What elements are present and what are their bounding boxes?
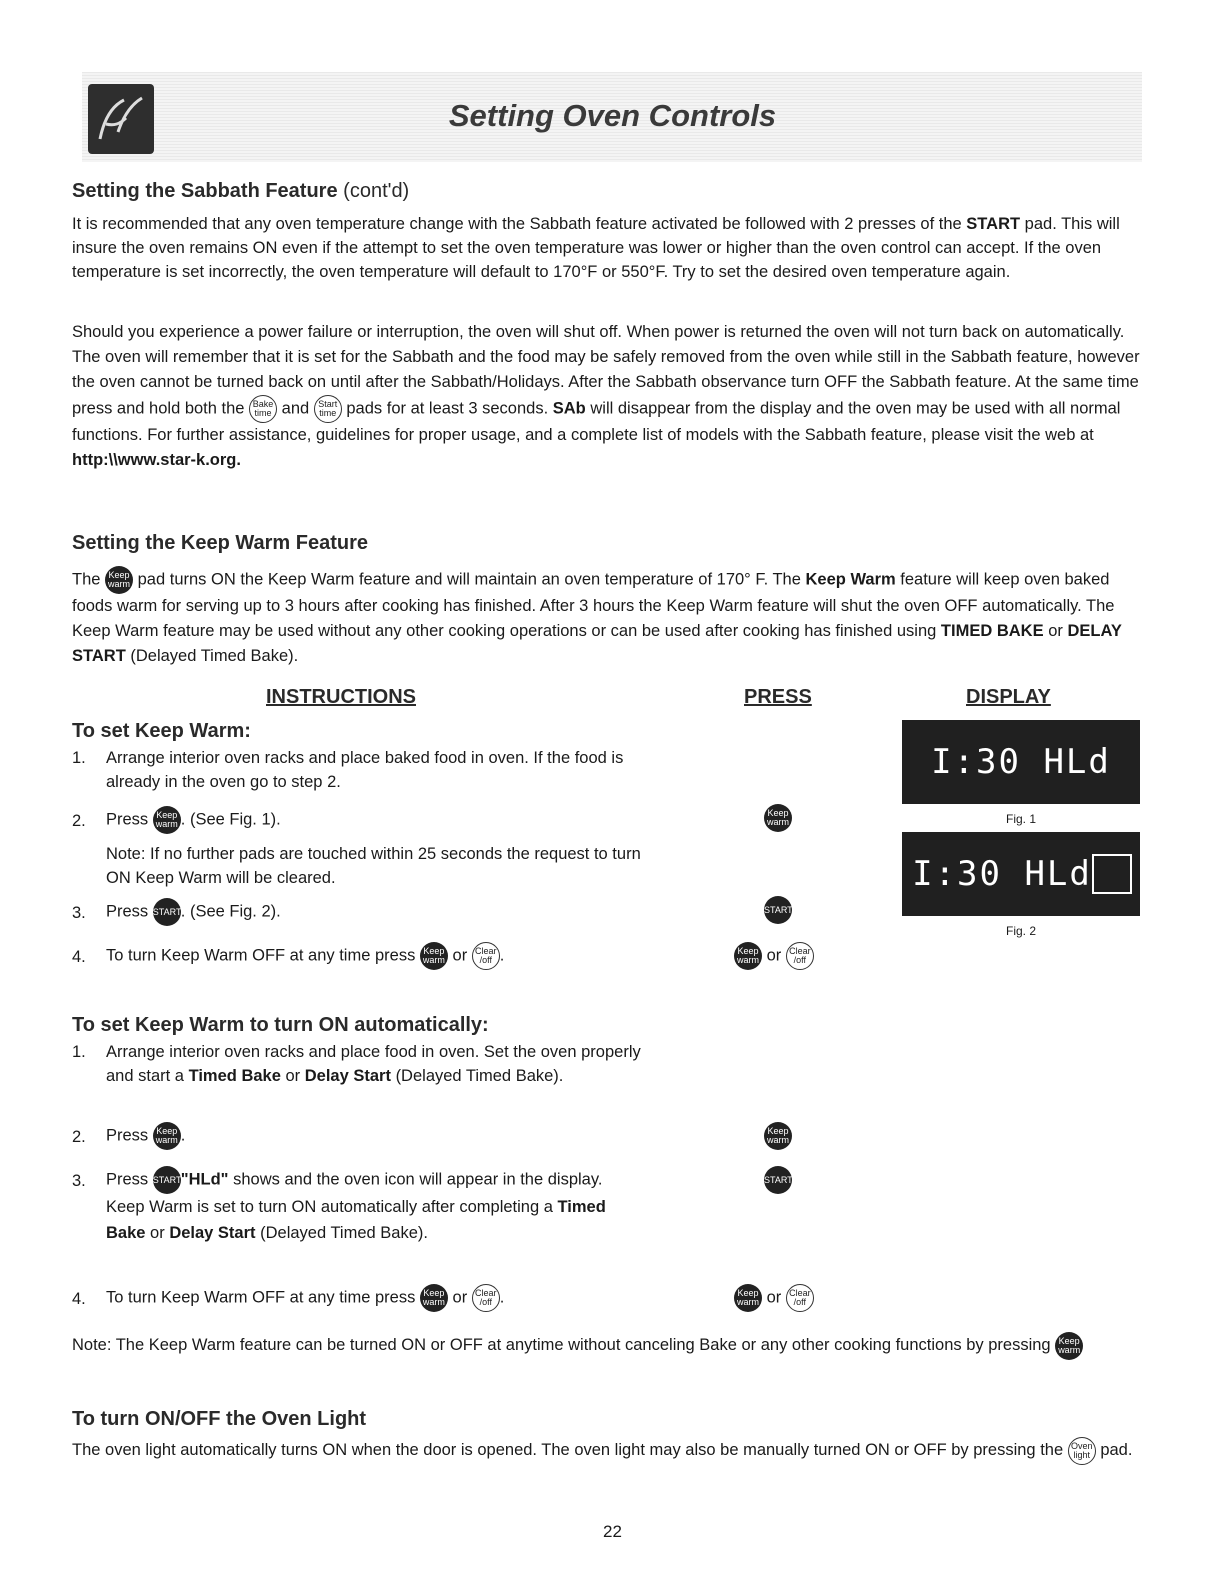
keep-warm-pad-icon: Keep warm [420,942,448,970]
oven-light-heading: To turn ON/OFF the Oven Light [72,1408,367,1430]
list-item: 4. To turn Keep Warm OFF at any time press Keep warm or Clear /off . [72,1284,672,1314]
keep-warm-pad-icon: Keep warm [420,1284,448,1312]
sabbath-heading: Setting the Sabbath Feature (cont'd) [72,180,410,202]
press-off-options: Keep warm or Clear /off [734,1284,814,1312]
start-pad-icon: START [764,1166,792,1194]
keep-warm-pad-icon[interactable]: Keep warm [734,1284,762,1312]
list-item: 2. Press Keep warm . [72,1122,672,1152]
oven-light-paragraph: The oven light automatically turns ON when the door is opened. The oven light may also be manually turned ON or OFF by pressing the Oven light pad. [72,1434,1152,1466]
keep-warm-pad-icon: Keep warm [153,806,181,834]
auto-keep-warm-heading: To set Keep Warm to turn ON automatically: [72,1014,489,1036]
page-number: 22 [603,1522,622,1541]
list-item: 1. Arrange interior oven racks and place food in oven. Set the oven properly and start a Timed Bake or Delay Start (Delayed Timed Bake). [72,1043,641,1085]
set-keep-warm-heading: To set Keep Warm: [72,720,251,742]
press-column-heading: PRESS [744,686,812,708]
fig-2-caption: Fig. 2 [1005,924,1036,938]
display-fig-2 [902,832,1140,916]
keep-warm-pad-icon: Keep warm [153,1122,181,1150]
keep-warm-pad-icon: Keep warm [764,1122,792,1150]
keep-warm-paragraph: The Keep warm pad turns ON the Keep Warm feature and will maintain an oven temperature of 170° F. The Keep Warm feature will keep oven baked foods warm for serving up to 3 hours after cooking has finished. After 3 hours the Keep Warm feature will shut the oven OFF automatically. The Keep Warm feature may be used without any other cooking operations or can be used after cooking has finished using TIMED BAKE or DELAY START (Delayed Timed Bake). [72,566,1152,669]
press-off-options: Keep warm or Clear /off [734,942,814,970]
start-pad-icon: START [764,896,792,924]
display-fig-1: I:30 HLd [902,720,1140,804]
press-keep-warm-button[interactable] [764,804,792,832]
keep-warm-pad-icon: Keep warm [1055,1332,1083,1360]
bake-time-pad-icon: Bake time [249,395,277,423]
display-column-heading: DISPLAY [966,686,1051,708]
list-item: 3. Press START . (See Fig. 2). [72,898,672,928]
keep-warm-pad-icon: Keep warm [764,804,792,832]
oven-icon [1092,854,1132,894]
start-pad-icon: START [153,1166,181,1194]
sabbath-paragraph-2: Should you experience a power failure or interruption, the oven will shut off. When power is returned the oven will not turn back on automatically. The oven will remember that it is set for the Sabbath and the food may be safely removed from the oven while still in the Sabbath feature, however the oven cannot be turned back on until after the Sabbath/Holidays. After the Sabbath observance turn OFF the Sabbath feature. At the same time press and hold both the Bake time and Start time pads for at least 3 seconds. SAb will disappear from the display and the oven may be used with all normal functions. For further assistance, guidelines for proper usage, and a complete list of models with the Sabbath feature, please visit the web at http:\\www.star-k.org. [72,323,1140,469]
clear-off-pad-icon: Clear /off [472,1284,500,1312]
fig-1-caption: Fig. 1 [1005,812,1036,826]
list-item: 4. To turn Keep Warm OFF at any time press Keep warm or Clear /off . [72,942,672,972]
set-keep-warm-note: Note: If no further pads are touched within 25 seconds the request to turn ON Keep Warm will be cleared. [106,845,641,887]
clear-off-pad-icon[interactable]: Clear /off [786,942,814,970]
keep-warm-pad-icon[interactable]: Keep warm [734,942,762,970]
star-k-link[interactable]: http:\\www.star-k.org. [72,451,241,469]
keep-warm-pad-icon: Keep warm [105,566,133,594]
keep-warm-heading: Setting the Keep Warm Feature [72,532,368,554]
clear-off-pad-icon[interactable]: Clear /off [786,1284,814,1312]
instructions-column-heading: INSTRUCTIONS [266,686,416,708]
press-start-button[interactable] [764,1166,792,1194]
list-item: 2. Press Keep warm . (See Fig. 1). [72,806,672,836]
page-title: Setting Oven Controls [448,98,777,133]
start-pad-icon: START [153,898,181,926]
sabbath-paragraph-1: It is recommended that any oven temperature change with the Sabbath feature activated be followed with 2 presses of the START pad. This will insure the oven remains ON even if the attempt to set the oven temperature was lower or higher than the oven control can accept. If the oven temperature is set incorrectly, the oven temperature will default to 170°F or 550°F. Try to set the desired oven temperature again. [72,215,1120,281]
press-start-button[interactable] [764,896,792,924]
list-item: 3. Press START "HLd" shows and the oven icon will appear in the display. Keep Warm is set to turn ON automatically after completing a Timed Bake or Delay Start (Delayed Timed Bake). [72,1166,672,1276]
keep-warm-note: Note: The Keep Warm feature can be turned ON or OFF at anytime without canceling Bake or any other cooking functions by pressing Keep warm [72,1330,1152,1360]
start-time-pad-icon: Start time [314,395,342,423]
display-fig-2-text: I:30 HLd [902,832,1102,916]
clear-off-pad-icon: Clear /off [472,942,500,970]
list-item: 1. Arrange interior oven racks and place baked food in oven. If the food is already in the oven go to step 2. [72,749,624,791]
press-keep-warm-button[interactable] [764,1122,792,1150]
oven-light-pad-icon: Oven light [1068,1437,1096,1465]
